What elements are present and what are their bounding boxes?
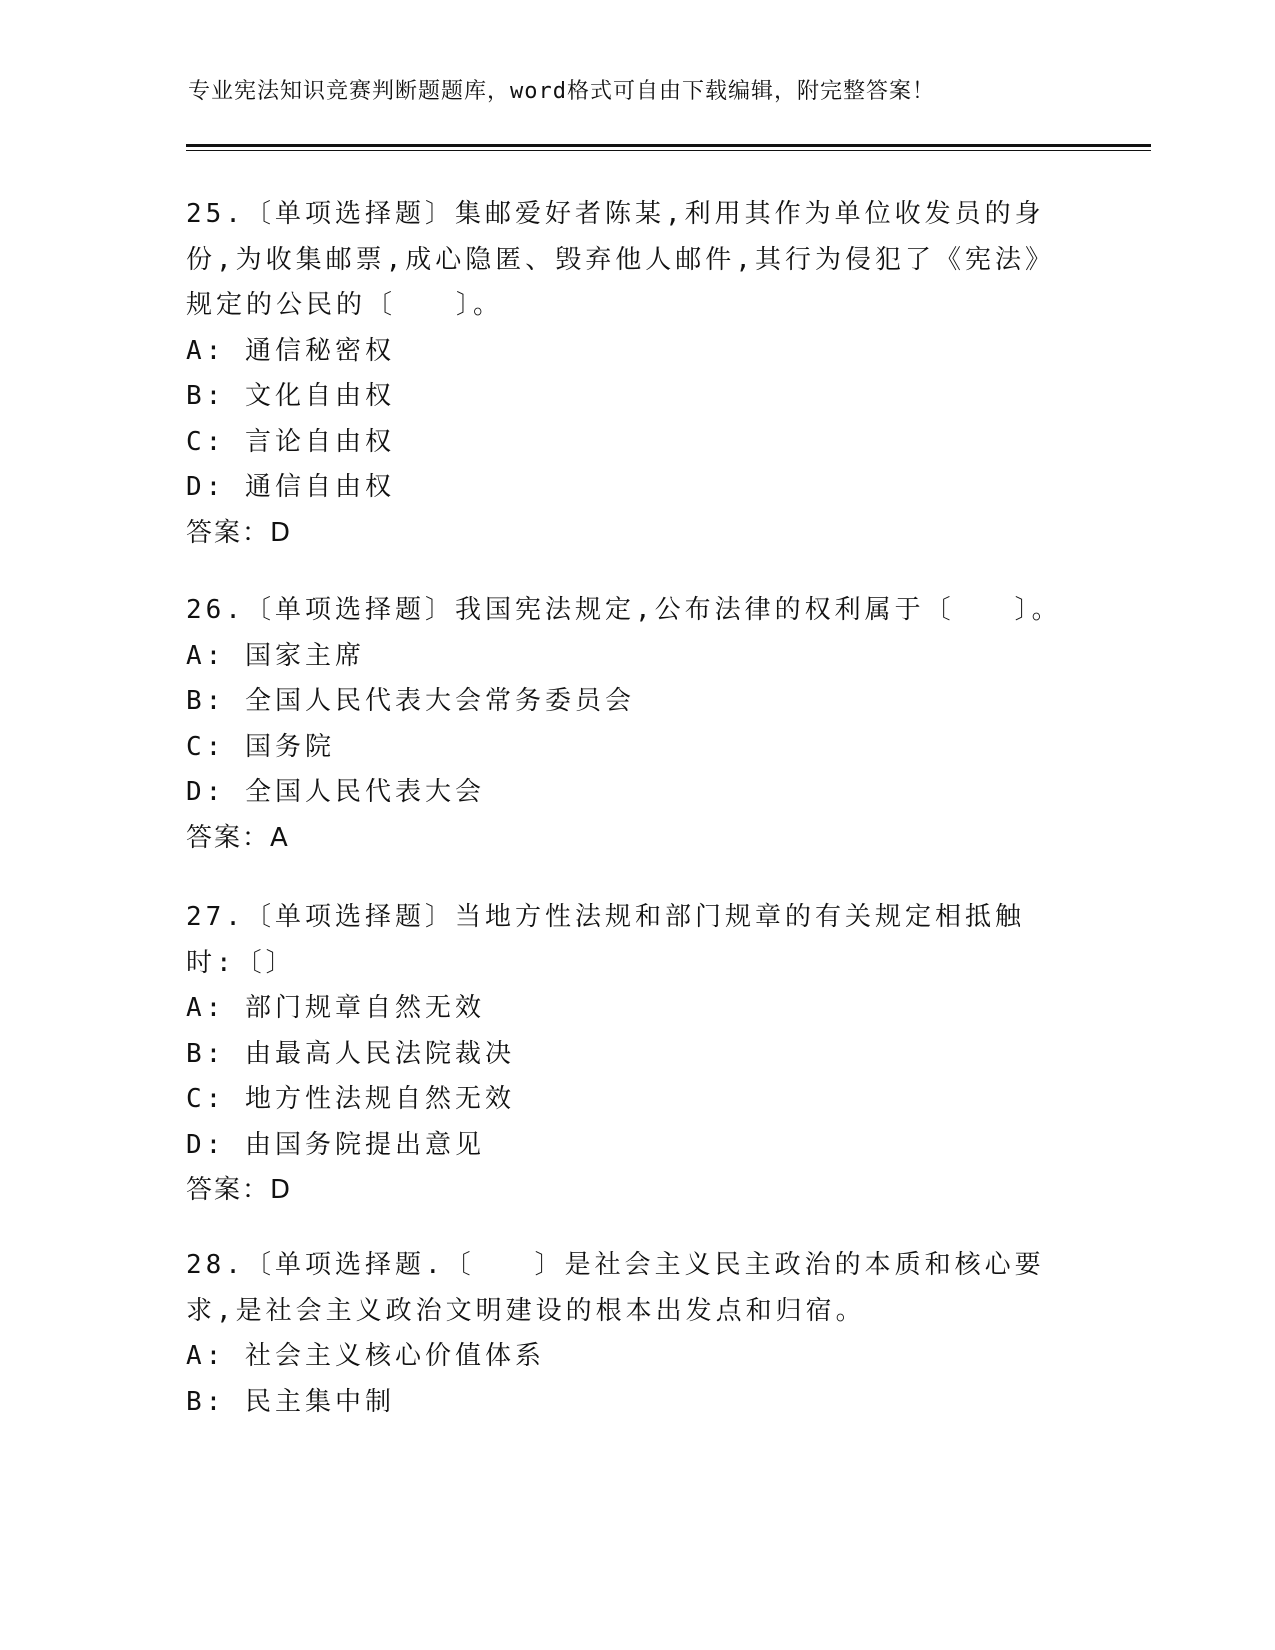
option-b: B: 全国人民代表大会常务委员会 [186, 686, 635, 716]
question-stem: 26.〔单项选择题〕我国宪法规定,公布法律的权利属于〔 〕。 [186, 595, 1062, 625]
option-b: B: 文化自由权 [186, 381, 395, 411]
question-stem: 27.〔单项选择题〕当地方性法规和部门规章的有关规定相抵触时:〔〕 [186, 902, 1025, 978]
question-27 [186, 895, 1066, 1214]
header-rule-thick [186, 144, 1151, 147]
question-28 [186, 1243, 1066, 1425]
option-d: D: 全国人民代表大会 [186, 777, 485, 807]
answer: 答案：D [186, 517, 293, 548]
page-header: 专业宪法知识竞赛判断题题库，word格式可自由下载编辑，附完整答案！ [188, 79, 935, 104]
option-d: D: 通信自由权 [186, 472, 395, 502]
option-a: A: 部门规章自然无效 [186, 993, 485, 1023]
question-26 [186, 588, 1066, 861]
option-b: B: 由最高人民法院裁决 [186, 1038, 515, 1069]
question-25 [186, 192, 1066, 556]
header-rule-thin [186, 150, 1151, 151]
answer: 答案：A [186, 822, 290, 853]
question-stem: 28.〔单项选择题.〔 〕是社会主义民主政治的本质和核心要求,是社会主义政治文明建设的根本出发点和归宿。 [186, 1250, 1045, 1326]
option-a: A: 社会主义核心价值体系 [186, 1341, 545, 1371]
option-d: D: 由国务院提出意见 [186, 1129, 485, 1160]
option-b: B: 民主集中制 [186, 1386, 395, 1417]
option-c: C: 国务院 [186, 731, 335, 762]
option-c: C: 地方性法规自然无效 [186, 1084, 515, 1114]
option-a: A: 通信秘密权 [186, 335, 395, 366]
option-c: C: 言论自由权 [186, 426, 395, 457]
question-stem: 25.〔单项选择题〕集邮爱好者陈某,利用其作为单位收发员的身份,为收集邮票,成心隐匿、毁弃他人邮件,其行为侵犯了《宪法》规定的公民的〔 〕。 [186, 199, 1055, 320]
option-a: A: 国家主席 [186, 640, 365, 671]
answer: 答案：D [186, 1175, 293, 1205]
